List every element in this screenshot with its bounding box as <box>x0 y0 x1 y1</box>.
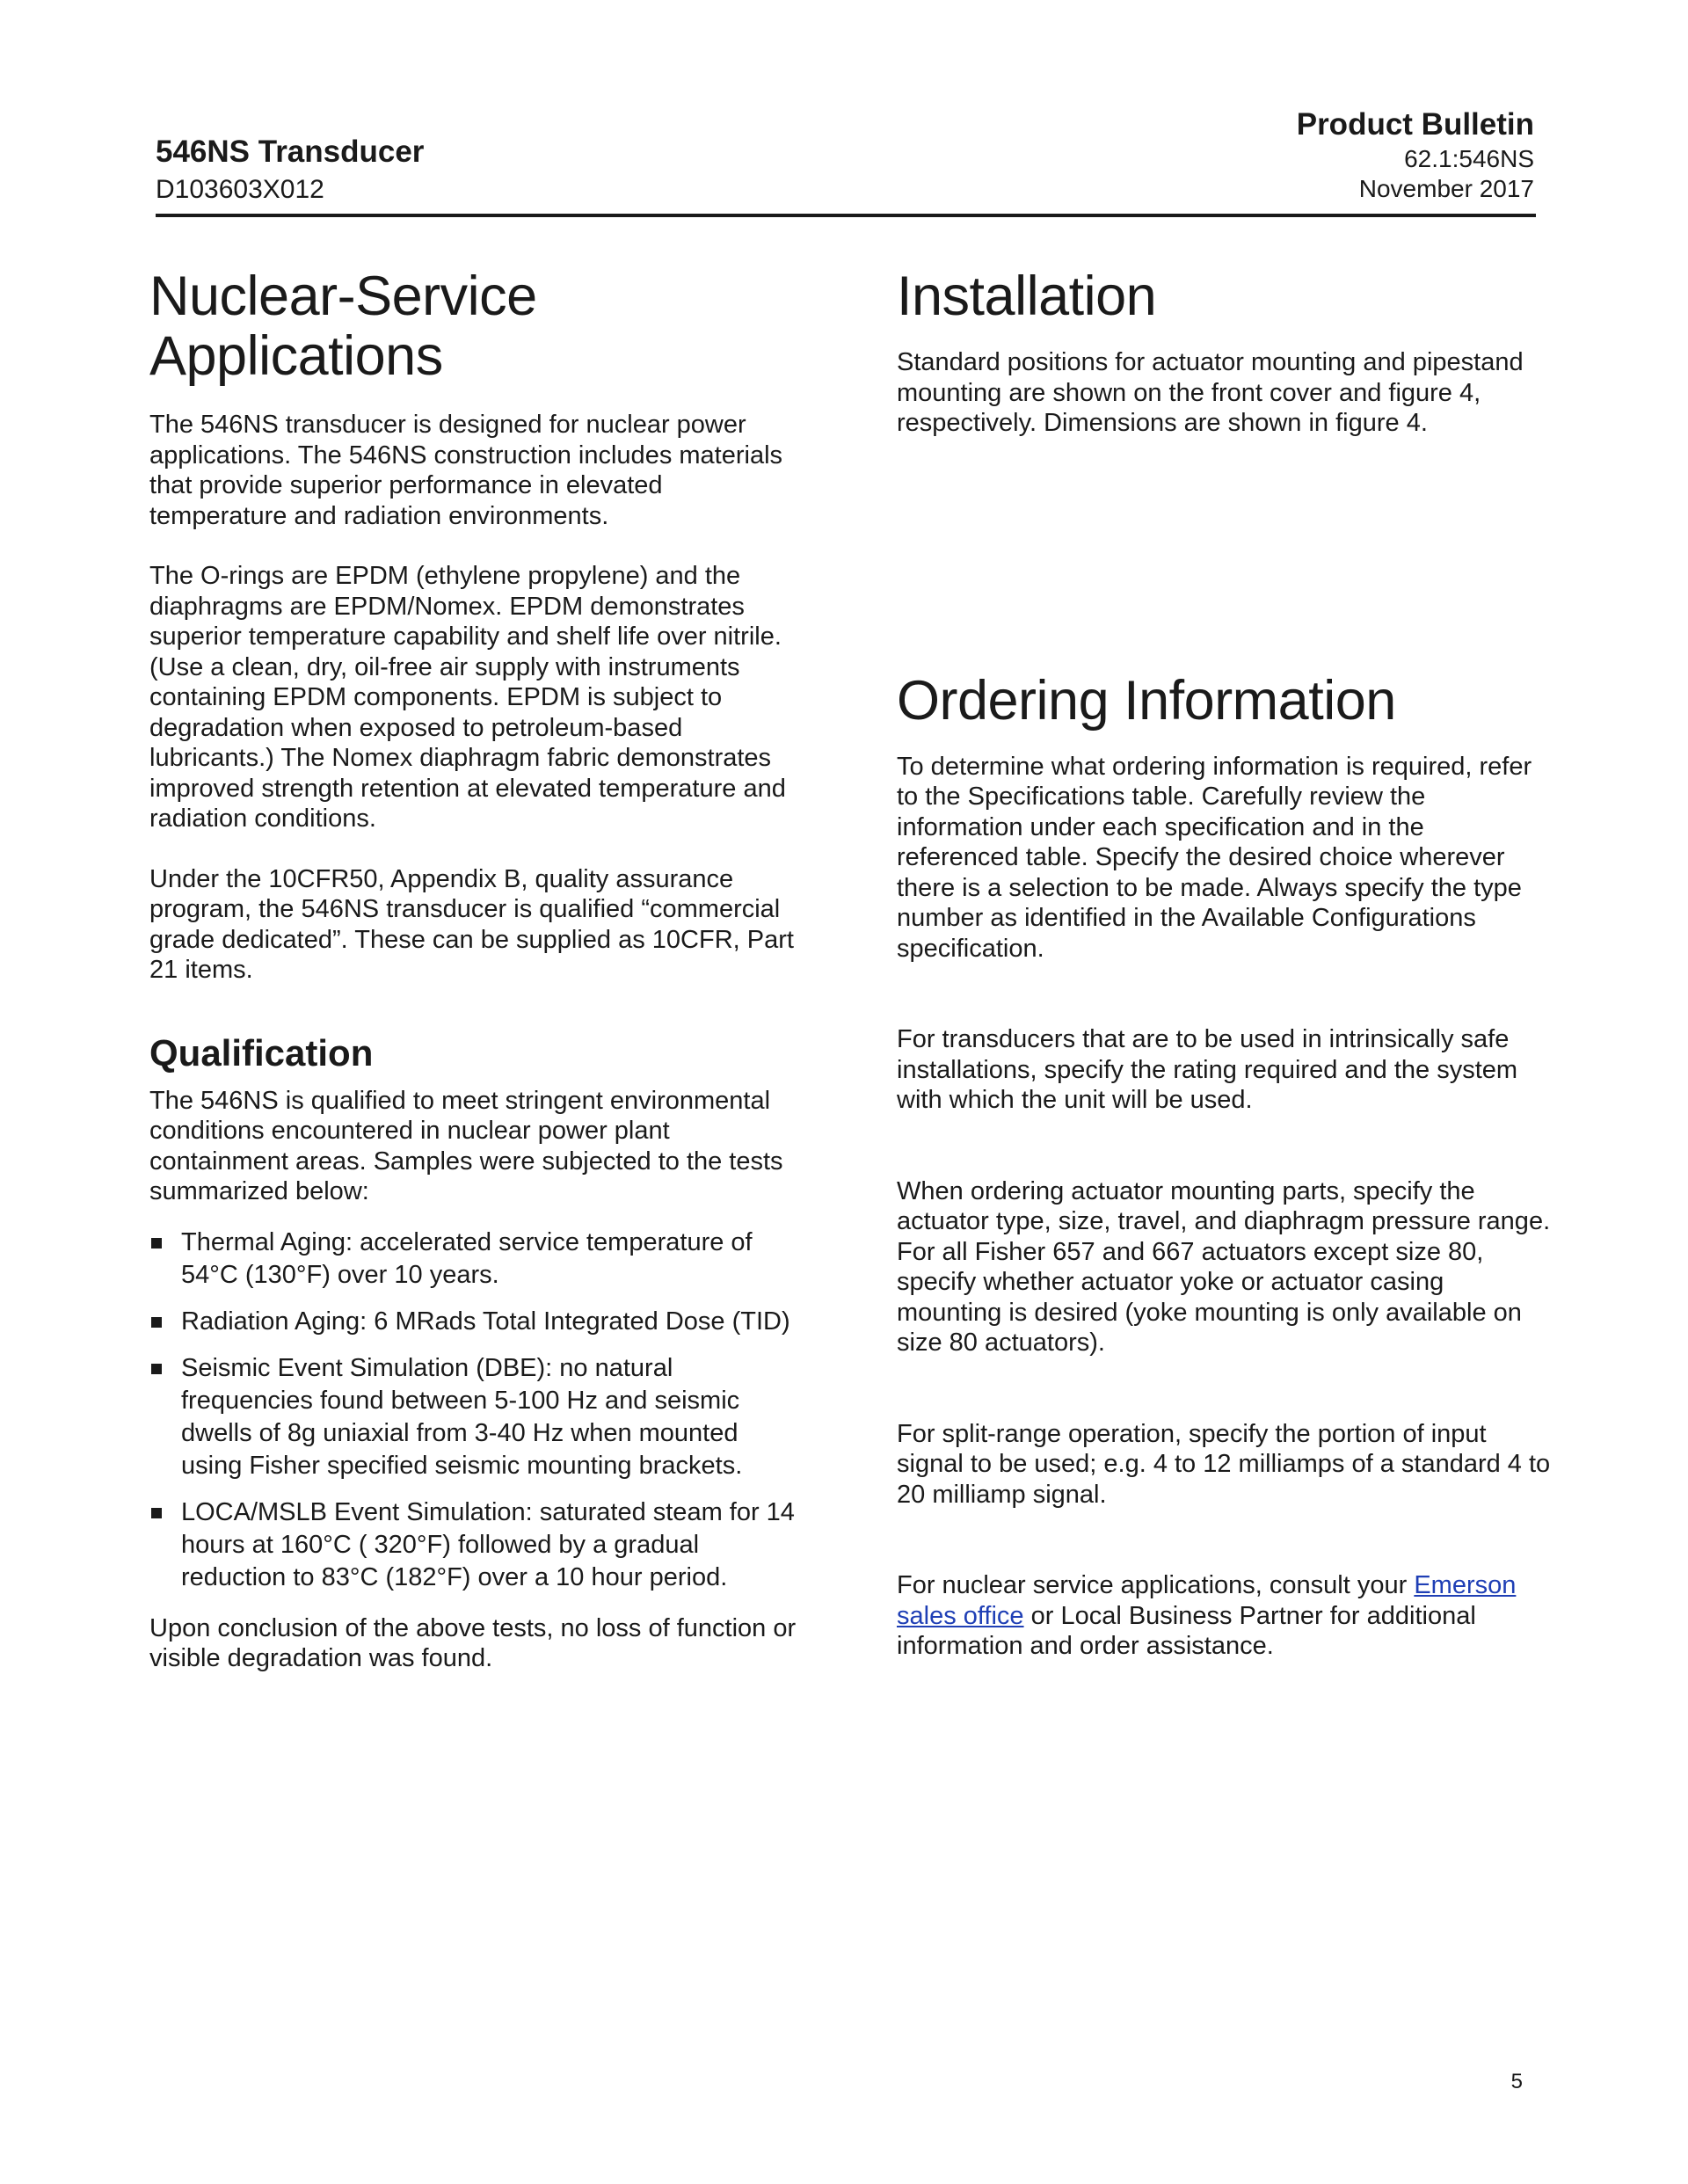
doc-number: D103603X012 <box>156 175 324 204</box>
nuclear-service-heading <box>149 266 804 386</box>
list-item: Radiation Aging: 6 MRads Total Integrated Dose (TID) <box>149 1306 804 1338</box>
nuclear-heading-line1: Nuclear-Service <box>149 266 537 327</box>
page-number: 5 <box>1510 2070 1523 2093</box>
bulletin-date: November 2017 <box>1358 175 1534 202</box>
emerson-sales-office-link[interactable]: Emerson sales office <box>897 1571 1517 1630</box>
ordering-paragraph-2: For transducers that are to be used in intrinsically safe installations, specify the rating required and the system with which the unit will be used. <box>897 1025 1518 1114</box>
ordering-paragraph-1: To determine what ordering information is required, refer to the Specifications table. Carefully review the information under each specification and in the referenced table. Specify the desired choice wherever there is a selection to be made. Always specify the type number as identified in the Available Configurations specification. <box>897 752 1532 963</box>
bullet-square-icon <box>151 1364 162 1374</box>
qualification-list <box>149 1227 804 1594</box>
nuclear-paragraph-2: The O-rings are EPDM (ethylene propylene) and the diaphragms are EPDM/Nomex. EPDM demonstrates superior temperature capability and shelf life over nitrile. (Use a clean, dry, oil-free air supply with instruments containing EPDM components. EPDM is subject to degradation when exposed to petroleum-based lubricants.) The Nomex diaphragm fabric demonstrates improved strength retention at elevated temperature and radiation conditions. <box>149 562 786 833</box>
installation-heading: Installation <box>897 266 1157 327</box>
nuclear-heading-line2: Applications <box>149 325 443 387</box>
qualification-intro: The 546NS is qualified to meet stringent environmental conditions encountered in nuclear power plant containment areas. Samples were subjected to the tests summarized below: <box>149 1086 783 1205</box>
nuclear-paragraph-3: Under the 10CFR50, Appendix B, quality assurance program, the 546NS transducer is qualified “commercial grade dedicated”. These can be supplied as 10CFR, Part 21 items. <box>149 864 794 984</box>
ordering-information-heading: Ordering Information <box>897 669 1396 732</box>
bullet-square-icon <box>151 1508 162 1518</box>
bullet-square-icon <box>151 1238 162 1249</box>
nuclear-paragraph-1: The 546NS transducer is designed for nuclear power applications. The 546NS construction includes materials that provide superior performance in elevated temperature and radiation environments. <box>149 411 783 530</box>
product-title: 546NS Transducer <box>156 135 425 169</box>
header-left <box>156 134 424 207</box>
installation-paragraph: Standard positions for actuator mounting and pipestand mounting are shown on the front cover and figure 4, respectively. Dimensions are shown in figure 4. <box>897 348 1524 437</box>
ordering-paragraph-5: For nuclear service applications, consult your Emerson sales office or Local Business Partner for additional information and order assistance. <box>897 1571 1517 1660</box>
bulletin-label: Product Bulletin <box>1296 107 1534 142</box>
list-item: Seismic Event Simulation (DBE): no natural frequencies found between 5-100 Hz and seismic dwells of 8g uniaxial from 3-40 Hz when mounted using Fisher specified seismic mounting brackets. <box>149 1352 804 1482</box>
header-divider <box>156 214 1536 217</box>
list-item: Thermal Aging: accelerated service temperature of 54°C (130°F) over 10 years. <box>149 1227 804 1292</box>
bullet-square-icon <box>151 1317 162 1328</box>
qualification-conclusion: Upon conclusion of the above tests, no loss of function or visible degradation was found. <box>149 1613 797 1672</box>
bulletin-number: 62.1:546NS <box>1404 145 1534 172</box>
header-right <box>1297 106 1534 204</box>
list-item: LOCA/MSLB Event Simulation: saturated steam for 14 hours at 160°C ( 320°F) followed by a gradual reduction to 83°C (182°F) over a 10 hour period. <box>149 1496 804 1594</box>
ordering-paragraph-3: When ordering actuator mounting parts, specify the actuator type, size, travel, and diaphragm pressure range. For all Fisher 657 and 667 actuators except size 80, specify whether actuator yoke or actuator casing mounting is desired (yoke mounting is only available on size 80 actuators). <box>897 1176 1551 1357</box>
right-column <box>897 266 1552 1662</box>
ordering-paragraph-4: For split-range operation, specify the portion of input signal to be used; e.g. 4 to 12 milliamps of a standard 4 to 20 milliamp signal. <box>897 1419 1551 1509</box>
left-column <box>149 266 804 1674</box>
qualification-heading: Qualification <box>149 1031 374 1074</box>
